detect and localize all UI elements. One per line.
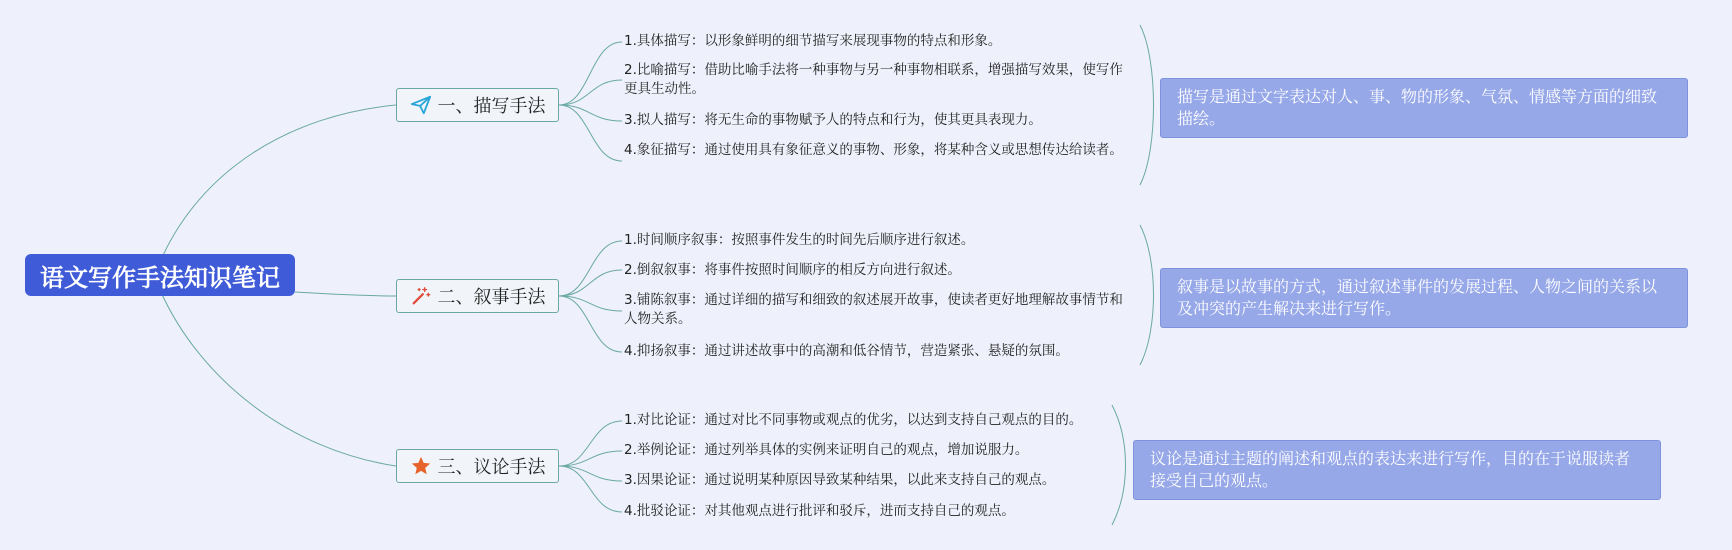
summary-box[interactable]: 叙事是以故事的方式，通过叙述事件的发展过程、人物之间的关系以及冲突的产生解决来进行写作。 bbox=[1160, 268, 1688, 328]
leaf-item[interactable]: 2.举例论证：通过列举具体的实例来证明自己的观点，增加说服力。 bbox=[624, 442, 1029, 458]
leaf-item[interactable]: 1.时间顺序叙事：按照事件发生的时间先后顺序进行叙述。 bbox=[624, 232, 975, 248]
leaf-item[interactable]: 3.铺陈叙事：通过详细的描写和细致的叙述展开故事，使读者更好地理解故事情节和人物关系。 bbox=[624, 292, 1123, 327]
summary-box[interactable]: 议论是通过主题的阐述和观点的表达来进行写作，目的在于说服读者接受自己的观点。 bbox=[1133, 440, 1661, 500]
magic-wand-icon bbox=[410, 285, 432, 307]
branch-label: 一、描写手法 bbox=[437, 96, 546, 117]
leaf-item[interactable]: 3.拟人描写：将无生命的事物赋予人的特点和行为，使其更具表现力。 bbox=[624, 112, 1042, 128]
summary-box[interactable]: 描写是通过文字表达对人、事、物的形象、气氛、情感等方面的细致描绘。 bbox=[1160, 78, 1688, 138]
leaf-item[interactable]: 1.具体描写：以形象鲜明的细节描写来展现事物的特点和形象。 bbox=[624, 33, 1002, 49]
connector-b3-leaf-2 bbox=[559, 451, 622, 466]
star-icon bbox=[410, 455, 432, 477]
branch-description-methods[interactable] bbox=[396, 88, 559, 122]
paper-plane-icon bbox=[410, 94, 432, 116]
branch-narration-methods[interactable] bbox=[396, 279, 559, 313]
leaf-item[interactable]: 3.因果论证：通过说明某种原因导致某种结果，以此来支持自己的观点。 bbox=[624, 472, 1056, 488]
leaf-item[interactable]: 2.倒叙叙事：将事件按照时间顺序的相反方向进行叙述。 bbox=[624, 262, 961, 278]
connector-b3-leaf-3 bbox=[559, 466, 622, 481]
leaf-item[interactable]: 1.对比论证：通过对比不同事物或观点的优劣，以达到支持自己观点的目的。 bbox=[624, 412, 1083, 428]
connector-root-branch-1 bbox=[160, 105, 396, 262]
branch-argument-methods[interactable] bbox=[396, 449, 559, 483]
connector-root-branch-3 bbox=[160, 290, 396, 466]
leaf-item[interactable]: 4.抑扬叙事：通过讲述故事中的高潮和低谷情节，营造紧张、悬疑的氛围。 bbox=[624, 343, 1069, 359]
connector-b3-leaf-4 bbox=[559, 466, 622, 512]
leaf-item[interactable]: 4.象征描写：通过使用具有象征意义的事物、形象，将某种含义或思想传达给读者。 bbox=[624, 142, 1123, 158]
connector-b3-leaf-1 bbox=[559, 421, 622, 466]
root-node[interactable]: 语文写作手法知识笔记 bbox=[25, 254, 295, 296]
branch-label: 二、叙事手法 bbox=[437, 287, 546, 308]
connector-b1-leaf-2 bbox=[559, 80, 622, 105]
summary-bracket-2 bbox=[1140, 225, 1154, 365]
summary-bracket-1 bbox=[1140, 25, 1154, 185]
leaf-item[interactable]: 2.比喻描写：借助比喻手法将一种事物与另一种事物相联系，增强描写效果，使写作更具生动性。 bbox=[624, 62, 1123, 97]
connector-b2-leaf-2 bbox=[559, 270, 622, 296]
connector-b2-leaf-1 bbox=[559, 241, 622, 296]
connector-root-branch-2 bbox=[295, 292, 396, 296]
branch-label: 三、议论手法 bbox=[437, 457, 546, 478]
connector-b2-leaf-4 bbox=[559, 296, 622, 352]
leaf-item[interactable]: 4.批驳论证：对其他观点进行批评和驳斥，进而支持自己的观点。 bbox=[624, 503, 1015, 519]
connector-b1-leaf-1 bbox=[559, 42, 622, 105]
